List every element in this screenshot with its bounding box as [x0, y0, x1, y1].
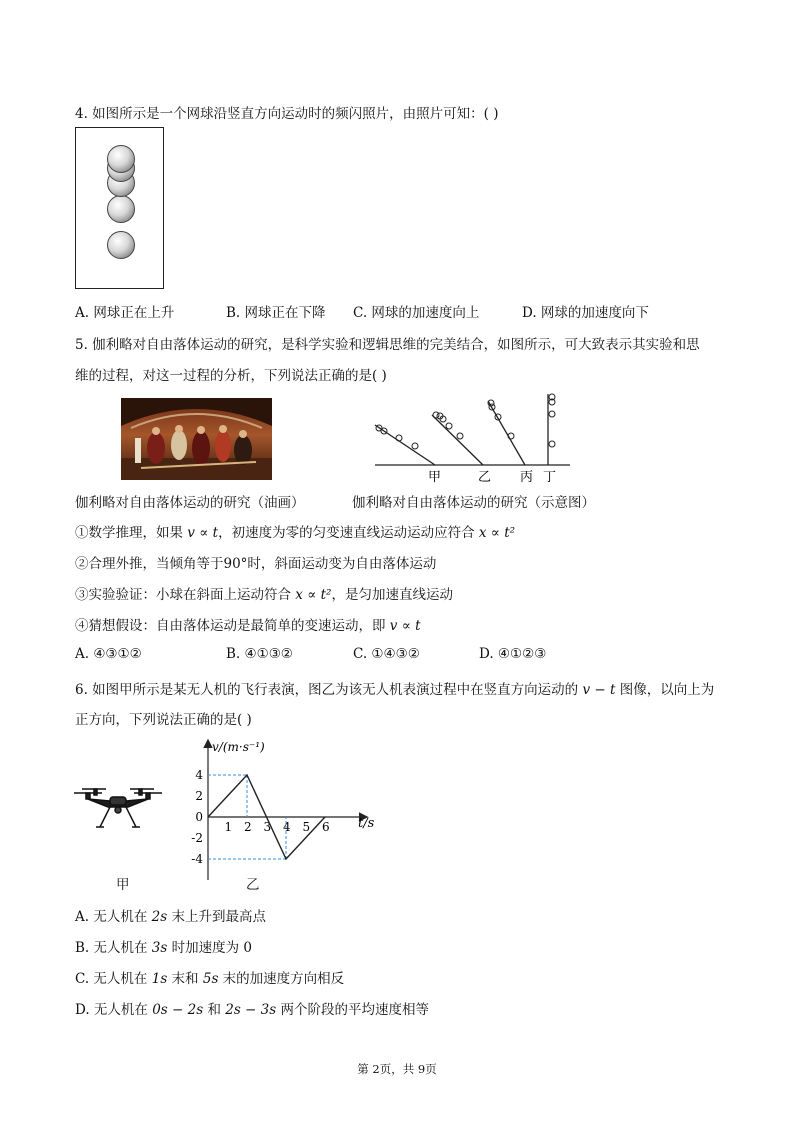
- incline-jia: [375, 425, 435, 465]
- q4-option-a: A. 网球正在上升: [75, 305, 175, 321]
- vt-chart-svg: [188, 735, 388, 895]
- inclined-planes-diagram: [370, 388, 575, 488]
- optD-text-a: D. 无人机在: [75, 1002, 153, 1018]
- q5-statement-1: [75, 521, 515, 541]
- q6-stem-b: 图像，以向上为: [615, 682, 715, 698]
- q5-stem-line1: 5. 伽利略对自由落体运动的研究，是科学实验和逻辑思维的完美结合，如图所示，可大致表示其实验和思: [75, 337, 700, 353]
- q5-option-a: A. ④③①②: [75, 646, 142, 662]
- x-tick-label-2: 2: [244, 820, 252, 834]
- label-yi-q6: 乙: [246, 877, 260, 893]
- x-tick-label-4: 4: [283, 820, 291, 834]
- label-jia: 甲: [428, 470, 442, 485]
- q4-option-c: C. 网球的加速度向上: [353, 305, 480, 321]
- drone-icon: [72, 783, 164, 833]
- vt-graph: [188, 735, 388, 895]
- s3-text-a: ③实验验证：小球在斜面上运动符合: [75, 587, 296, 603]
- y-tick-label--2: -2: [191, 831, 203, 845]
- q6-stem-a: 6. 如图甲所示是某无人机的飞行表演，图乙为该无人机表演过程中在竖直方向运动的: [75, 682, 583, 698]
- q6-option-a: [75, 905, 266, 925]
- q5-option-d: D. ④①②③: [479, 646, 547, 662]
- s3-formula: x ∝ t²: [295, 587, 332, 603]
- label-jia-q6: 甲: [116, 877, 130, 893]
- label-ding: 丁: [543, 470, 557, 485]
- tennis-ball-strobe-illustration: [76, 128, 162, 287]
- q6-option-c: [75, 967, 344, 987]
- q6-option-d: [75, 998, 429, 1018]
- q6-stem-line1: [75, 678, 714, 698]
- q6-stem-line2: 正方向，下列说法正确的是( ): [75, 712, 252, 728]
- optD-text-b: 和: [203, 1002, 226, 1018]
- optD-value-1: 0s − 2s: [152, 1002, 204, 1018]
- q5-statement-4: [75, 614, 421, 634]
- q4-option-d: D. 网球的加速度向下: [522, 305, 649, 321]
- q5-option-c: C. ①④③②: [353, 646, 420, 662]
- q4-stem: 4. 如图所示是一个网球沿竖直方向运动时的频闪照片，由照片可知：( ): [75, 106, 499, 122]
- optB-text-a: B. 无人机在: [75, 940, 152, 956]
- s1-text-a: ①数学推理，如果: [75, 525, 188, 541]
- y-tick-label--4: -4: [191, 852, 203, 866]
- optB-text-b: 时加速度为 0: [167, 940, 252, 956]
- q5-caption-painting: 伽利略对自由落体运动的研究（油画）: [75, 495, 305, 511]
- optC-value-1: 1s: [151, 971, 168, 987]
- q5-stem-line2: 维的过程，对这一过程的分析，下列说法正确的是( ): [75, 368, 387, 384]
- optC-value-2: 5s: [202, 971, 219, 987]
- x-tick-label-3: 3: [263, 820, 272, 834]
- x-tick-label-6: 6: [322, 820, 330, 834]
- y-tick-label-4: 4: [195, 768, 203, 782]
- q5-caption-schematic: 伽利略对自由落体运动的研究（示意图）: [352, 495, 595, 511]
- q6-stem-formula: v − t: [582, 682, 616, 698]
- y-tick-label-2: 2: [195, 789, 203, 803]
- s1-text-b: ，初速度为零的匀变速直线运动运动应符合: [218, 525, 479, 541]
- incline-bing: [488, 401, 525, 465]
- label-bing: 丙: [520, 470, 534, 485]
- x-tick-label-1: 1: [224, 820, 233, 834]
- page-footer: 第 2页，共 9页: [357, 1062, 437, 1076]
- q5-statement-2: ②合理外推，当倾角等于90°时，斜面运动变为自由落体运动: [75, 556, 437, 572]
- optA-value: 2s: [151, 909, 168, 925]
- optC-text-a: C. 无人机在: [75, 971, 152, 987]
- optD-value-2: 2s − 3s: [225, 1002, 277, 1018]
- optA-text-a: A. 无人机在: [75, 909, 152, 925]
- x-tick-label-5: 5: [302, 820, 311, 834]
- q5-statement-3: [75, 583, 453, 603]
- galileo-oil-painting: [121, 398, 272, 480]
- q6-option-b: [75, 936, 252, 956]
- incline-yi: [432, 415, 483, 465]
- s4-text: ④猜想假设：自由落体运动是最简单的变速运动，即: [75, 618, 390, 634]
- s3-text-b: ，是匀加速直线运动: [331, 587, 453, 603]
- optD-text-c: 两个阶段的平均速度相等: [276, 1002, 429, 1018]
- optC-text-c: 末的加速度方向相反: [218, 971, 345, 987]
- optA-text-b: 末上升到最高点: [167, 909, 266, 925]
- x-axis-label: t/s: [358, 816, 375, 831]
- y-tick-label-0: 0: [195, 810, 203, 824]
- strobe-photo: [75, 127, 164, 289]
- optB-value: 3s: [151, 940, 168, 956]
- label-yi: 乙: [478, 470, 492, 485]
- s1-formula-1: v ∝ t: [187, 525, 219, 541]
- galileo-schematic-diagram: [370, 388, 575, 488]
- optC-text-b: 末和: [167, 971, 203, 987]
- q5-option-b: B. ④①③②: [226, 646, 293, 662]
- drone-picture: [72, 783, 164, 833]
- y-axis-label: v/(m·s⁻¹): [212, 740, 265, 754]
- s4-formula: v ∝ t: [389, 618, 421, 634]
- s1-formula-2: x ∝ t²: [478, 525, 516, 541]
- painting-image: [121, 398, 272, 480]
- q4-option-b: B. 网球正在下降: [226, 305, 326, 321]
